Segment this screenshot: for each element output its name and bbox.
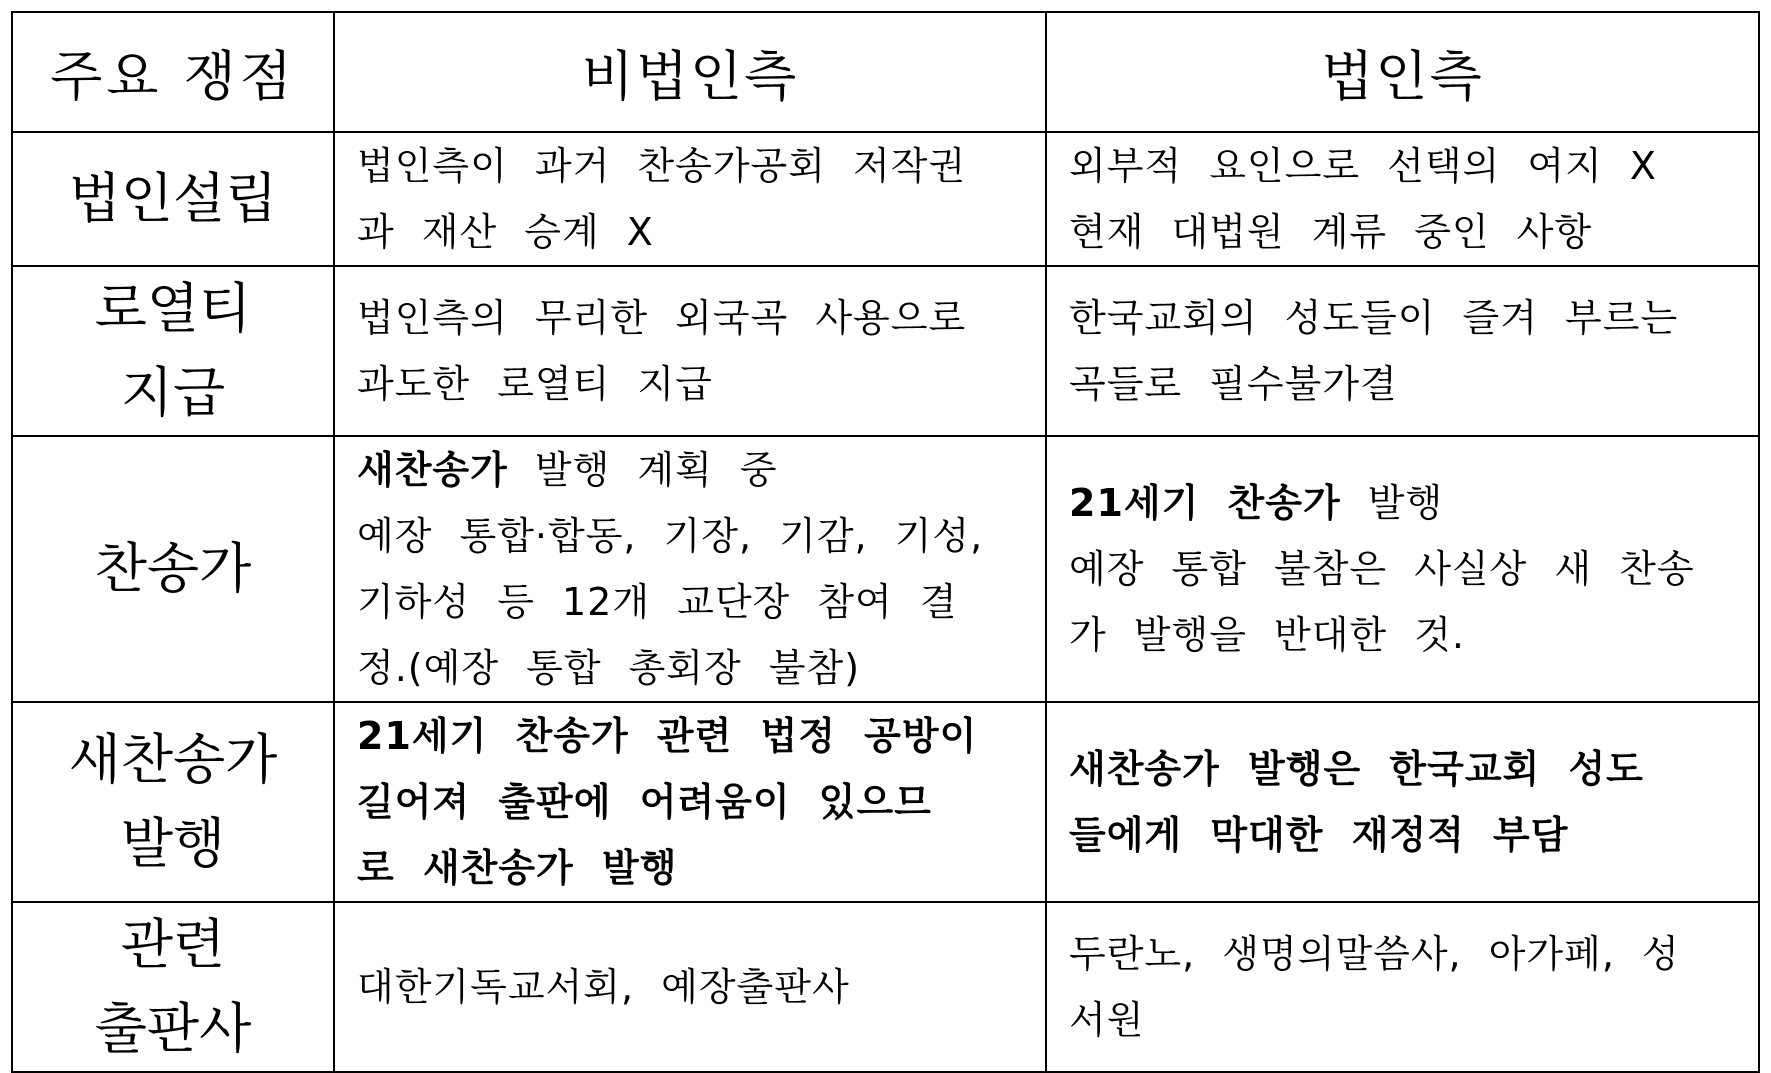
issue-cell	[12, 902, 334, 1072]
cell-line: 과도한 로열티 지급	[357, 362, 713, 406]
cell-line	[1069, 470, 1736, 536]
plain-phrase: 발행 계획 중	[507, 448, 778, 492]
issue-cell	[12, 436, 334, 702]
comparison-table	[11, 11, 1760, 1073]
plain-phrase: 발행	[1340, 481, 1444, 525]
non-corp-cell	[334, 266, 1046, 436]
cell-line: 정.(예장 통합 총회장 불참)	[357, 646, 861, 690]
corp-cell	[1046, 266, 1759, 436]
cell-line: 과 재산 승계 X	[357, 210, 654, 254]
header-corp: 법인측	[1046, 12, 1759, 132]
corp-cell	[1046, 702, 1759, 902]
table-row	[12, 902, 1759, 1072]
issue-label: 새찬송가	[68, 728, 278, 791]
issue-label: 발행	[120, 812, 226, 875]
cell-line	[357, 437, 1023, 503]
table-row	[12, 436, 1759, 702]
corp-cell	[1046, 902, 1759, 1072]
corp-cell	[1046, 436, 1759, 702]
cell-line: 길어져 출판에 어려움이 있으므	[357, 780, 932, 824]
non-corp-cell	[334, 902, 1046, 1072]
cell-line: 예장 통합·합동, 기장, 기감, 기성,	[357, 514, 984, 558]
cell-line: 두란노, 생명의말씀사, 아가페, 성	[1069, 932, 1680, 976]
cell-line: 21세기 찬송가 관련 법정 공방이	[357, 714, 978, 758]
issue-cell	[12, 132, 334, 266]
table-header-row	[12, 12, 1759, 132]
issue-label: 찬송가	[94, 537, 252, 600]
issue-label: 출판사	[94, 997, 252, 1060]
cell-line: 외부적 요인으로 선택의 여지 X	[1069, 144, 1657, 188]
cell-line: 새찬송가 발행은 한국교회 성도	[1069, 747, 1644, 791]
cell-line: 기하성 등 12개 교단장 참여 결	[357, 580, 958, 624]
non-corp-cell	[334, 702, 1046, 902]
non-corp-cell	[334, 132, 1046, 266]
issue-label: 법인설립	[68, 167, 278, 230]
bold-phrase: 새찬송가	[357, 448, 508, 492]
table-row	[12, 702, 1759, 902]
cell-line: 한국교회의 성도들이 즐겨 부르는	[1069, 296, 1679, 340]
bold-phrase: 21세기 찬송가	[1069, 481, 1341, 525]
table-row	[12, 266, 1759, 436]
cell-line: 현재 대법원 계류 중인 사항	[1069, 210, 1593, 254]
table-row	[12, 132, 1759, 266]
cell-line: 법인측이 과거 찬송가공회 저작권	[357, 144, 967, 188]
header-non-corp: 비법인측	[334, 12, 1046, 132]
corp-cell	[1046, 132, 1759, 266]
issue-cell	[12, 702, 334, 902]
cell-line: 법인측의 무리한 외국곡 사용으로	[357, 296, 967, 340]
issue-label: 로열티	[94, 277, 252, 340]
issue-label: 지급	[120, 361, 226, 424]
issue-cell	[12, 266, 334, 436]
issue-label: 관련	[120, 913, 226, 976]
cell-line: 가 발행을 반대한 것.	[1069, 613, 1465, 657]
cell-line: 로 새찬송가 발행	[357, 846, 678, 890]
cell-line: 들에게 막대한 재정적 부담	[1069, 813, 1569, 857]
non-corp-cell	[334, 436, 1046, 702]
cell-line: 예장 통합 불참은 사실상 새 찬송	[1069, 547, 1695, 591]
cell-line: 대한기독교서회, 예장출판사	[357, 965, 850, 1009]
cell-line: 곡들로 필수불가결	[1069, 362, 1398, 406]
header-issue: 주요 쟁점	[12, 12, 334, 132]
cell-line: 서원	[1069, 998, 1145, 1042]
